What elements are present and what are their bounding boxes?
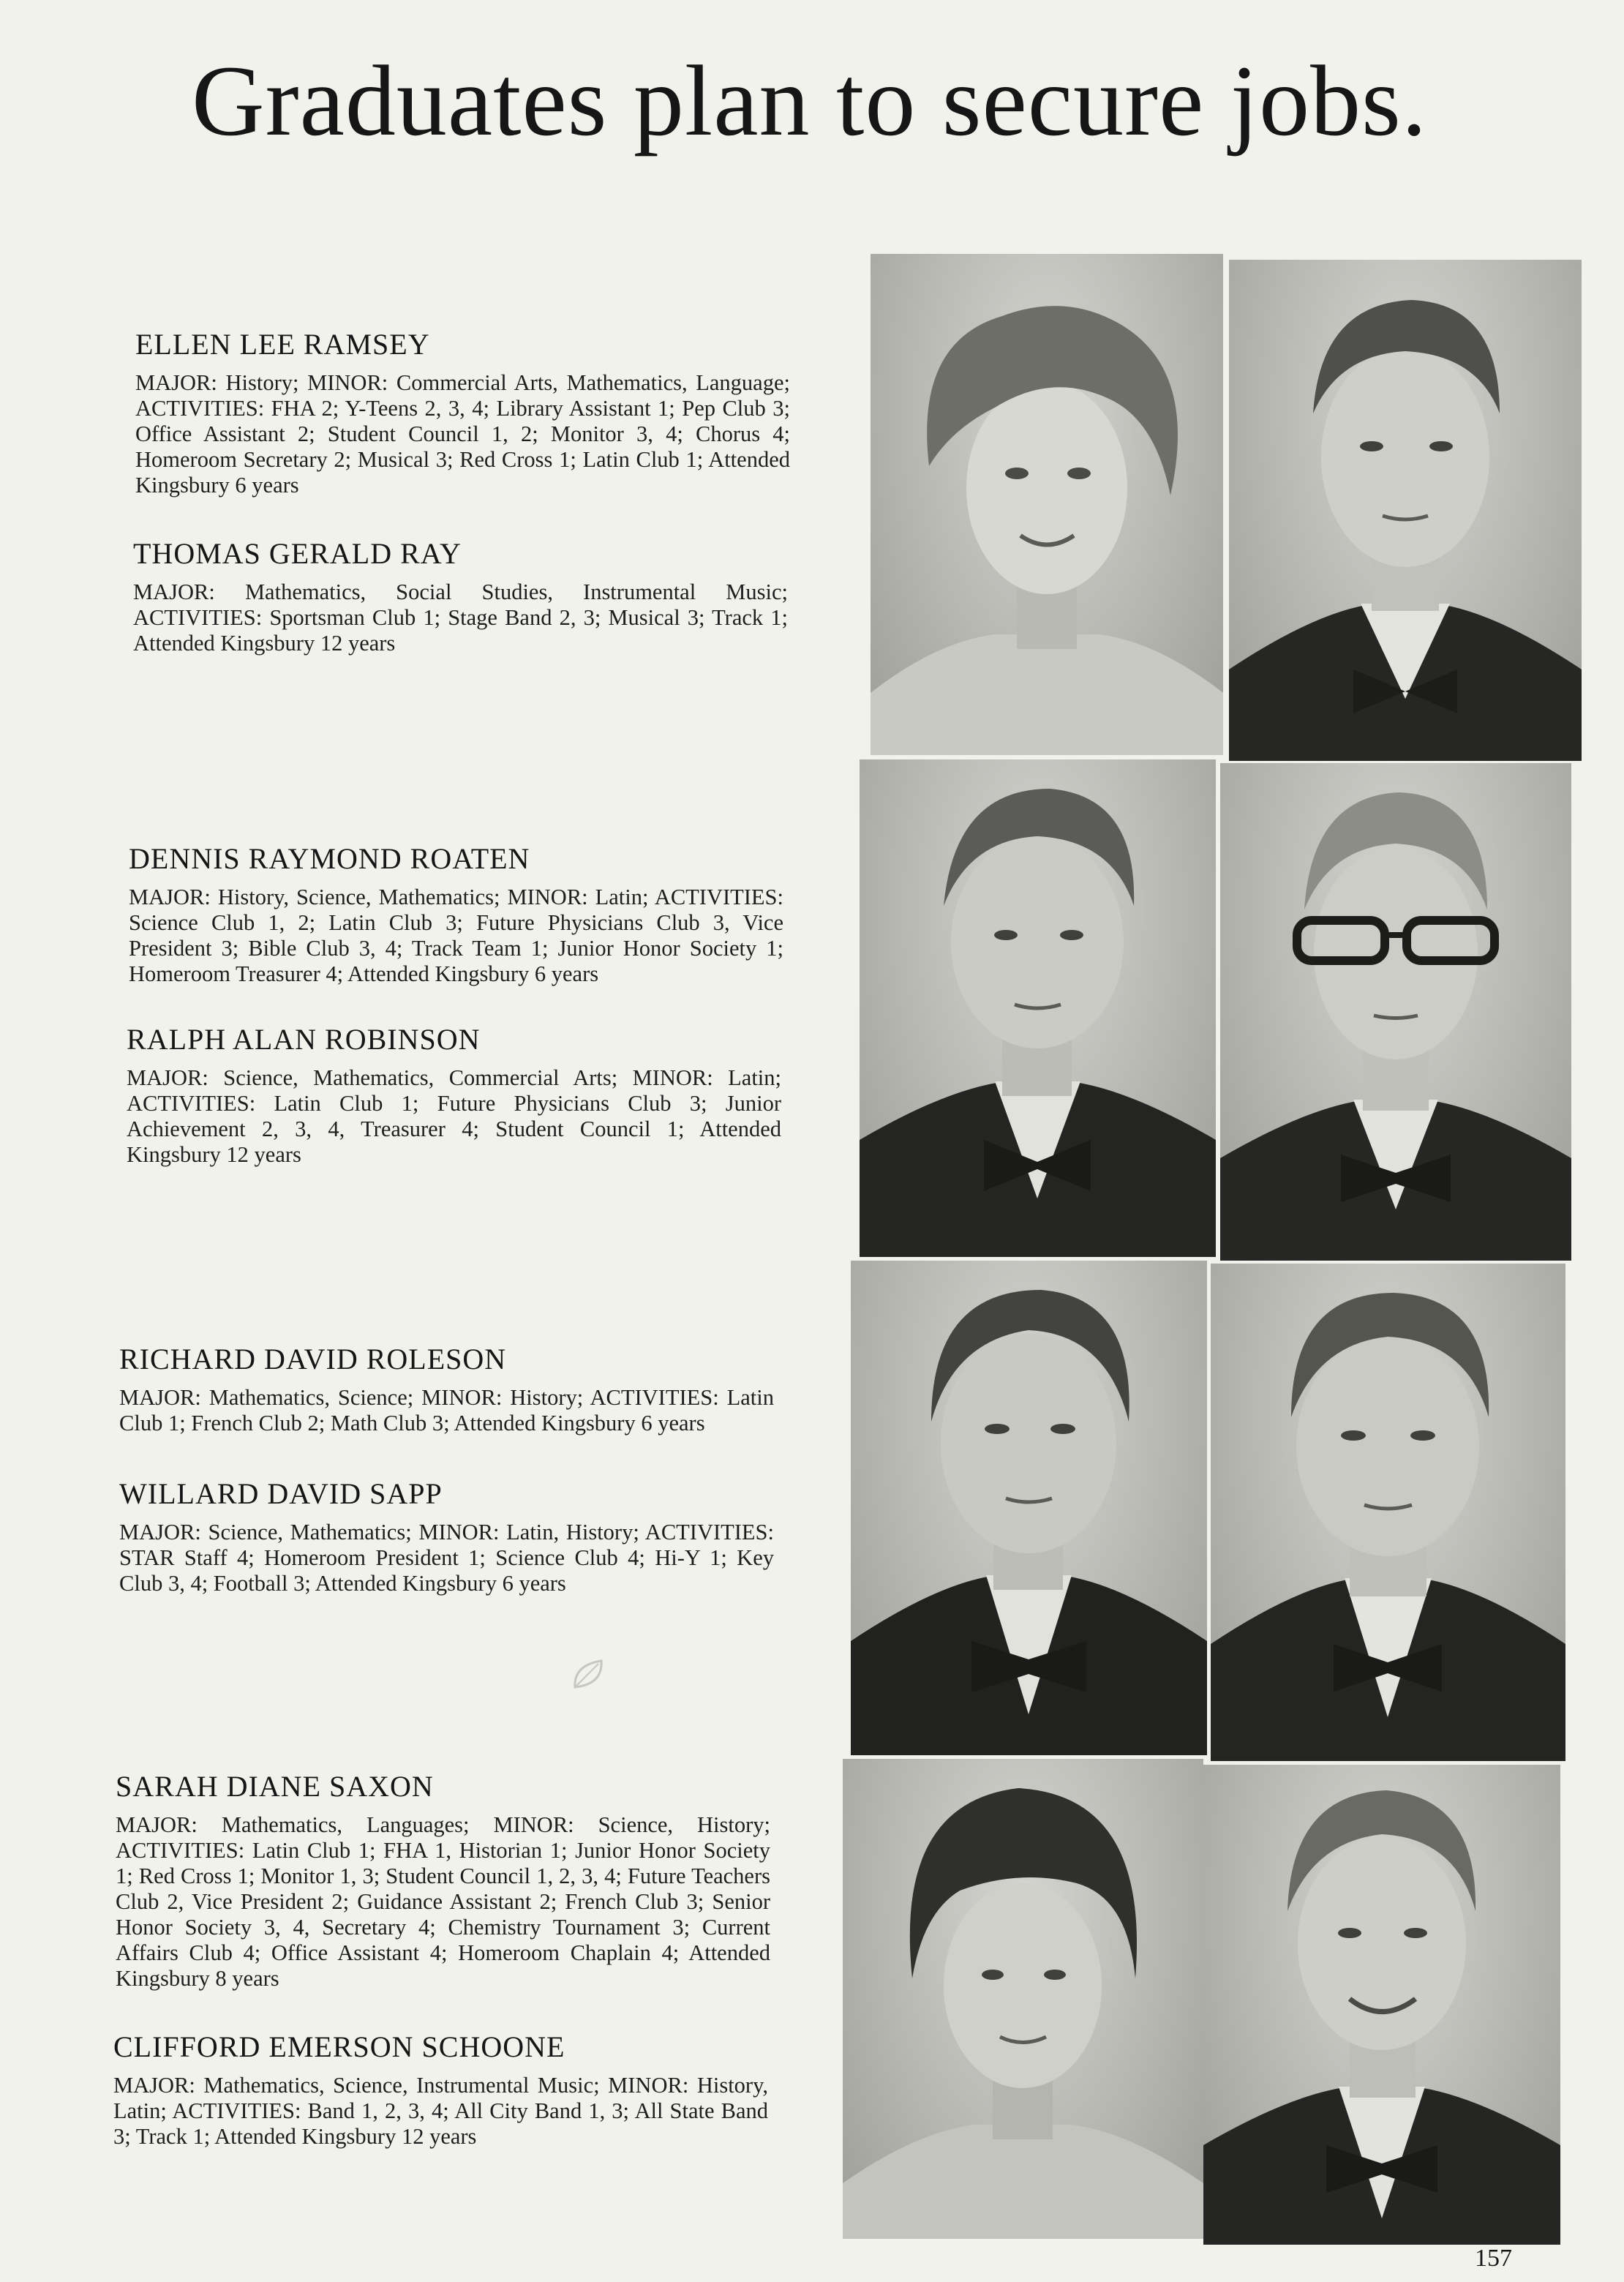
student-bio: MAJOR: Science, Mathematics; MINOR: Latin, History; ACTIVITIES: STAR Staff 4; Homeroom President 1; Science Club 4; Hi-Y 1; Key Club 3, 4; Football 3; Attended Kingsbury 6 years	[119, 1520, 774, 1596]
student-name: RALPH ALAN ROBINSON	[127, 1023, 481, 1056]
portrait-saxon	[843, 1759, 1203, 2239]
student-entry-sapp	[119, 1476, 774, 1596]
student-name: WILLARD DAVID SAPP	[119, 1477, 443, 1510]
student-entry-ramsey	[135, 327, 790, 498]
page-title: Graduates plan to secure jobs.	[192, 45, 1428, 157]
student-bio: MAJOR: History; MINOR: Commercial Arts, Mathematics, Language; ACTIVITIES: FHA 2; Y-Teens 2, 3, 4; Library Assistant 1; Pep Club 3; Office Assistant 2; Student Council 1, 2; Monitor 3, 4; Chorus 4; Homeroom Secretary 2; Musical 3; Red Cross 1; Latin Club 1; Attended Kingsbury 6 years	[135, 370, 790, 498]
student-bio: MAJOR: Mathematics, Languages; MINOR: Science, History; ACTIVITIES: Latin Club 1; FHA 1, Historian 1; Junior Honor Society 1; Red Cross 1; Monitor 1, 3; Student Council 1, 2, 3, 4; Future Teachers Club 2, Vice President 2; Guidance Assistant 2; French Club 3; Senior Honor Society 3, 4, Secretary 4; Chemistry Tournament 3; Current Affairs Club 4; Office Assistant 4; Homeroom Chaplain 4; Attended Kingsbury 8 years	[116, 1812, 770, 1991]
student-bio: MAJOR: Mathematics, Social Studies, Instrumental Music; ACTIVITIES: Sportsman Club 1; Stage Band 2, 3; Musical 3; Track 1; Attended Kingsbury 12 years	[133, 579, 788, 656]
student-bio: MAJOR: Mathematics, Science, Instrumental Music; MINOR: History, Latin; ACTIVITIES: Band 1, 2, 3, 4; All City Band 1, 3; All State Band 3; Track 1; Attended Kingsbury 12 years	[113, 2073, 768, 2149]
student-entry-ray	[133, 536, 788, 656]
student-name: DENNIS RAYMOND ROATEN	[129, 842, 530, 875]
leaf-watermark-icon	[569, 1655, 607, 1693]
student-name: THOMAS GERALD RAY	[133, 537, 462, 570]
student-name: RICHARD DAVID ROLESON	[119, 1343, 507, 1375]
student-entry-schoone	[113, 2030, 768, 2150]
portrait-ramsey	[871, 254, 1223, 755]
student-entry-robinson	[127, 1022, 781, 1168]
page-number: 157	[1475, 2245, 1512, 2272]
student-entry-roaten	[129, 841, 783, 987]
portrait-sapp	[1211, 1264, 1565, 1761]
student-bio: MAJOR: Science, Mathematics, Commercial Arts; MINOR: Latin; ACTIVITIES: Latin Club 1; Future Physicians Club 3; Junior Achievement 2, 3, 4, Treasurer 4; Student Council 1; Attended Kingsbury 12 years	[127, 1065, 781, 1167]
portrait-robinson	[1220, 763, 1571, 1261]
portrait-roleson	[851, 1261, 1207, 1755]
student-entry-roleson	[119, 1342, 774, 1436]
student-name: CLIFFORD EMERSON SCHOONE	[113, 2030, 565, 2063]
student-name: ELLEN LEE RAMSEY	[135, 328, 430, 361]
portrait-ray	[1229, 260, 1582, 761]
student-entry-saxon	[116, 1769, 770, 1992]
portrait-roaten	[860, 759, 1216, 1257]
student-bio: MAJOR: Mathematics, Science; MINOR: History; ACTIVITIES: Latin Club 1; French Club 2; Math Club 3; Attended Kingsbury 6 years	[119, 1385, 774, 1435]
portrait-schoone	[1203, 1765, 1560, 2245]
student-bio: MAJOR: History, Science, Mathematics; MINOR: Latin; ACTIVITIES: Science Club 1, 2; Latin Club 3; Future Physicians Club 3, Vice President 3; Bible Club 3, 4; Track Team 1; Junior Honor Society 1; Homeroom Treasurer 4; Attended Kingsbury 6 years	[129, 885, 783, 986]
student-name: SARAH DIANE SAXON	[116, 1770, 434, 1803]
